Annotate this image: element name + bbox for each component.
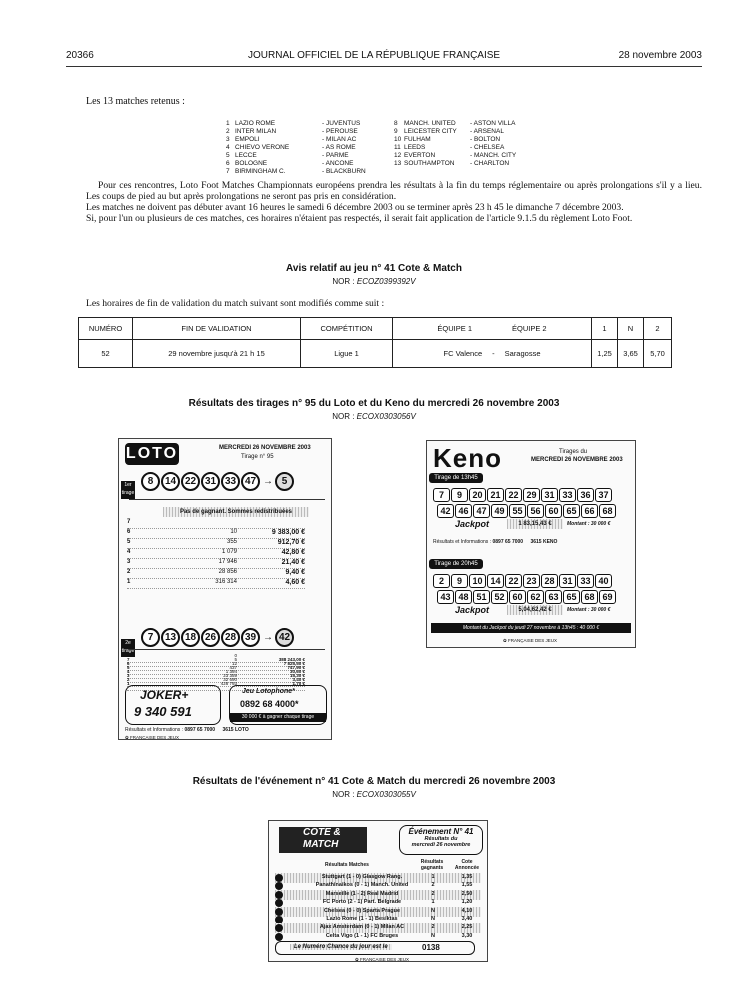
cm-result: 1 [431,874,435,880]
prize-rank: 4 [127,669,130,674]
th-fin: FIN DE VALIDATION [133,318,301,340]
cm-heading [0,776,748,799]
cm-footer: ✿ FRANÇAISE DES JEUX [355,957,410,962]
page-header [66,50,702,64]
prize-winners: 28 856 [218,569,237,575]
match-home: FULHAM [404,136,431,143]
match-home: EMPOLI [235,136,260,143]
prize-rank: 1 [127,579,131,585]
prize-amount: 4,60 € [285,579,305,586]
match-away: - PEROUSE [322,128,358,135]
match-number: 2 [226,128,230,135]
cell-sep: - [492,349,495,358]
th-1: 1 [592,318,618,340]
keno-number: 9 [451,574,468,588]
cm-match: Chelsea (0 - 0) Sparta Prague [323,907,401,914]
prize-amount: 15,30 € [289,673,305,678]
match-number: 9 [394,128,398,135]
paragraph-1: Pour ces rencontres, Loto Foot Matches Championnats européens prendra les résultats à la fin du temps réglementaire ou après prolongations s'il y a lieu. Les coups de pied au but après prolongations ne seront pas pris en considération. [86,180,702,202]
match-number: 5 [226,152,230,159]
loto-logo: LOTO [125,443,179,465]
keno-number: 2 [433,574,450,588]
joker-box [125,685,221,725]
match-away: - ASTON VILLA [470,120,516,127]
cm-col-result: Résultats gagnants [420,859,444,871]
loto-heading [0,398,748,421]
ball-separator: → [263,476,273,487]
info-phone: 0897 65 7000 [184,727,216,733]
keno-number: 10 [469,574,486,588]
keno-number: 65 [563,590,580,604]
joker-label: JOKER+ [140,688,189,702]
prize-amount: 912,70 € [277,539,305,546]
th-2: 2 [644,318,672,340]
prize-amount: 9 383,00 € [271,529,305,536]
nor-label: NOR : [332,412,355,421]
loto-footer: ✿ FRANÇAISE DES JEUX [125,735,180,740]
prize-rank: 3 [127,673,130,678]
match-home: BOLOGNE [235,160,268,167]
t2-label: 2e tirage [121,639,135,657]
t1-banner: Pas de gagnant. Sommes redistribuées [163,507,309,517]
cote-match-ticket [268,820,488,962]
prize-row [127,539,305,549]
match-home: LAZIO ROME [235,120,276,127]
match-number: 3 [226,136,230,143]
match-home: INTER MILAN [235,128,277,135]
cm-nor [0,790,748,799]
prize-rank: 6 [127,529,131,535]
fdj-label: FRANÇAISE DES JEUX [508,638,558,643]
match-number: 6 [226,160,230,167]
prize-amount: 1,70 € [292,681,305,686]
match-away: - MILAN AC [322,136,357,143]
keno-footer: ✿ FRANÇAISE DES JEUX [503,638,558,643]
prize-amount: 747,90 € [287,665,305,670]
ball-separator: → [263,632,273,643]
match-away: - CHELSEA [470,144,505,151]
cm-cote: 4,10 [461,907,473,914]
prize-winners: 437 [229,665,237,670]
prize-rank: 8 [127,653,130,658]
loto-ball: 28 [221,628,240,647]
cm-logo [279,827,367,853]
prize-amount: 21,40 € [281,559,305,566]
keno-number: 37 [595,488,612,502]
prize-rank: 6 [127,661,130,666]
cell-numero: 52 [79,340,133,368]
cm-cote: 1,20 [461,899,473,906]
keno-number: 20 [469,488,486,502]
info-label: Résultats et Informations : [125,727,184,733]
cm-result: 2 [431,924,435,931]
lotophone-prize: 30 000 € à gagner chaque tirage [230,713,326,722]
prize-amount: 388 243,00 € [278,657,305,662]
complementary-ball: 42 [275,628,294,647]
lotophone-number: 0892 68 4000* [240,699,299,709]
cm-cote: 3,30 [461,932,473,939]
cm-chance-label: Le Numéro Chance du jour est le [290,944,392,950]
matches-col1-away [322,120,366,176]
prize-rank: 5 [127,539,131,545]
keno-t1-jackpot: 1 83,15,43 € [507,519,563,529]
cell-equipe2: Saragosse [504,349,541,358]
cm-event-sub2: mercredi 26 novembre [411,842,471,848]
matches-col1-numbers [226,120,230,176]
keno-number: 69 [599,590,616,604]
keno-number: 66 [581,504,598,518]
cm-col-headers [275,859,483,871]
cm-result: N [431,907,435,914]
match-away: - CHARLTON [470,160,510,167]
keno-number: 52 [491,590,508,604]
match-number: 11 [394,144,401,151]
match-home: SOUTHAMPTON [404,160,455,167]
match-home: LEEDS [404,144,426,151]
keno-number: 9 [451,488,468,502]
keno-t2-jackpot: 5,04,62,42 € [507,605,563,615]
cm-logo-bottom: MATCH [303,839,339,850]
th-equipes [393,318,592,340]
keno-footer-banner: Montant du Jackpot du jeudi 27 novembre à 13h45 : 40 000 € [431,623,631,633]
divider [129,499,325,500]
prize-winners: 1 079 [221,549,237,555]
cm-event-box [399,825,483,855]
loto-ball: 33 [221,472,240,491]
page-number: 20366 [66,50,94,61]
prize-row [127,559,305,569]
loto-date: MERCREDI 26 NOVEMBRE 2003 [219,445,311,451]
cm-cote: 1,35 [461,874,473,880]
prize-winners: 0 [234,653,237,658]
prize-amount: 3,40 € [292,677,305,682]
keno-number: 60 [545,504,562,518]
cm-match: Panathinaikos (0 - 1) Manch. United [315,882,409,889]
keno-number: 55 [509,504,526,518]
loto-ball: 39 [241,628,260,647]
loto-ball: 14 [161,472,180,491]
keno-ticket [426,440,636,648]
match-number: 12 [394,152,402,159]
prize-winners: 316 314 [215,579,237,585]
match-away: - BLACKBURN [322,168,366,175]
keno-number: 60 [509,590,526,604]
prize-amount: 42,80 € [281,549,305,556]
match-number: 13 [394,160,402,167]
complementary-ball: 5 [275,472,294,491]
cm-match: FC Porto (2 - 1) Part. Belgrade [322,899,402,906]
cm-match: Celta Vigo (1 - 1) FC Bruges [325,932,399,939]
prize-rank: 7 [127,657,130,662]
keno-number: 65 [563,504,580,518]
keno-number: 21 [487,488,504,502]
match-number: 10 [394,136,402,143]
loto-ball: 47 [241,472,260,491]
keno-number: 31 [559,574,576,588]
prize-winners: 5 [234,657,237,662]
keno-t2-label: Tirage de 20h45 [429,559,483,569]
cell-equipe1: FC Valence [443,349,483,358]
cm-match: Ajax Amsterdam (0 - 1) Milan AC [319,924,405,931]
prize-winners: 428 793 [220,681,237,686]
cm-cote: 1,55 [461,882,473,889]
th-equipe2: ÉQUIPE 2 [512,324,547,333]
prize-amount: 9,40 € [285,569,305,576]
fdj-label: FRANÇAISE DES JEUX [360,957,410,962]
keno-t1-row2 [437,501,617,519]
keno-number: 14 [487,574,504,588]
prize-winners: 1 394 [225,669,237,674]
prize-row [127,579,305,589]
keno-t2-jackpot-label: Jackpot [455,605,490,615]
cm-event-sub1: Résultats du [424,836,458,842]
match-home: MANCH. UNITED [404,120,456,127]
match-away: - ARSENAL [470,128,504,135]
keno-number: 40 [595,574,612,588]
t1-label: 1er tirage [121,481,135,499]
loto-nor [0,412,748,421]
keno-number: 63 [545,590,562,604]
journal-title: JOURNAL OFFICIEL DE LA RÉPUBLIQUE FRANÇAISE [248,50,501,61]
keno-number: 22 [505,574,522,588]
prize-row [127,529,305,539]
match-away: - JUVENTUS [322,120,361,127]
paragraph-3: Si, pour l'un ou plusieurs de ces matches, ces horaires n'étaient pas respectés, il serait fait application de l'article 9.1.5 du règlement Loto Foot. [86,213,633,224]
prize-row [127,549,305,559]
prize-rank: 1 [127,681,130,686]
avis-title: Avis relatif au jeu n° 41 Cote & Match [286,263,462,274]
cm-result: 2 [431,882,435,889]
cell-fin: 29 novembre jusqu'à 21 h 15 [133,340,301,368]
prize-winners: 12 [231,661,237,666]
paragraph-2: Les matches ne doivent pas débuter avant 16 heures le samedi 6 décembre 2003 ou se terminer après 23 h 45 le dimanche 7 décembre 2003. [86,202,624,213]
keno-number: 47 [473,504,490,518]
prize-amount: 7 825,50 € [283,661,305,666]
avis-heading [0,263,748,286]
loto-ball: 7 [141,628,160,647]
cm-event-title: Événement N° 41 [408,827,474,836]
loto-ball: 26 [201,628,220,647]
prize-row [127,569,305,579]
keno-number: 56 [527,504,544,518]
keno-number: 36 [577,488,594,502]
keno-date: MERCREDI 26 NOVEMBRE 2003 [531,457,623,463]
cm-cote: 2,50 [461,890,473,897]
loto-info [125,727,249,733]
cm-chance-number: 0138 [422,943,440,952]
loto-ticket [118,438,332,740]
loto-ball: 22 [181,472,200,491]
nor-code: ECOX0303056V [356,412,416,421]
keno-number: 62 [527,590,544,604]
th-equipe1: ÉQUIPE 1 [437,324,472,333]
keno-number: 42 [437,504,454,518]
prize-rank: 2 [127,569,131,575]
keno-number: 48 [455,590,472,604]
keno-tirage-title: Tirages du [559,449,588,455]
th-competition: COMPÉTITION [301,318,393,340]
matches-col2-numbers [394,120,401,168]
matches-col2-away [470,120,516,168]
keno-t1-jackpot-label: Jackpot [455,519,490,529]
cm-cote: 3,40 [461,916,473,922]
match-number: 1 [226,120,230,127]
info-minitel: 3615 LOTO [222,727,249,733]
header-date: 28 novembre 2003 [618,50,702,61]
keno-number: 31 [541,488,558,502]
match-home: CHIEVO VERONE [235,144,290,151]
cm-match: Marseille (1 - 2) Real Madrid [325,890,399,897]
keno-number: 22 [505,488,522,502]
row-marker-icon [275,933,283,941]
prize-row [127,519,305,529]
cm-cote: 2,25 [461,924,473,931]
match-number: 8 [394,120,398,127]
keno-number: 33 [559,488,576,502]
lotophone-box [229,685,327,725]
loto-ball: 13 [161,628,180,647]
cm-match: Stuttgart (1 - 0) Glasgow Rang. [321,874,403,880]
header-rule [66,66,702,67]
nor-label: NOR : [332,790,355,799]
keno-number: 7 [433,488,450,502]
keno-info [433,539,557,545]
cm-result: N [431,916,435,922]
match-home: BIRMINGHAM C. [235,168,286,175]
keno-number: 28 [541,574,558,588]
cm-col-cote: Cote Annoncée [454,859,480,871]
fdj-label: FRANÇAISE DES JEUX [130,735,180,740]
cm-match: Lazio Rome (1 - 1) Besiktas [326,916,398,922]
cell-c1: 1,25 [592,340,618,368]
match-away: - BOLTON [470,136,501,143]
cm-logo-top: COTE & [303,827,341,838]
match-number: 4 [226,144,230,151]
joker-number: 9 340 591 [134,704,192,719]
cm-result: 1 [431,899,435,906]
validation-table [78,317,672,368]
lotophone-label: Jeu Lotophone* [242,688,295,695]
keno-number: 23 [523,574,540,588]
prize-winners: 355 [226,539,237,545]
cm-result: N [431,932,435,939]
cell-c2: 5,70 [644,340,672,368]
match-home: LECCE [235,152,257,159]
keno-number: 68 [581,590,598,604]
keno-number: 68 [599,504,616,518]
loto-ball: 8 [141,472,160,491]
cm-chance-box [275,941,475,955]
info-label: Résultats et Informations : [433,539,492,545]
loto-ball: 31 [201,472,220,491]
table-header-row [79,318,672,340]
keno-number: 29 [523,488,540,502]
match-home: EVERTON [404,152,436,159]
prize-rank: 3 [127,559,131,565]
cell-cn: 3,65 [618,340,644,368]
keno-number: 51 [473,590,490,604]
prize-rank: 2 [127,677,130,682]
t2-balls [141,627,295,647]
loto-ball: 18 [181,628,200,647]
prize-winners: 10 [230,529,237,535]
info-minitel: 3615 KENO [530,539,558,545]
divider [129,649,325,650]
keno-t2-row2 [437,587,617,605]
loto-tirage: Tirage n° 95 [241,454,274,460]
match-number: 7 [226,168,230,175]
match-away: - PARME [322,152,349,159]
table-row [79,340,672,368]
nor-label: NOR : [332,277,355,286]
keno-number: 33 [577,574,594,588]
info-phone: 0897 65 7000 [492,539,524,545]
nor-code: ECOX0303055V [356,790,416,799]
prize-rank: 5 [127,665,130,670]
nor-code: ECOZ0399392V [356,277,416,286]
prize-winners: 23 359 [223,673,237,678]
match-away: - MANCH. CITY [470,152,517,159]
keno-t1-label: Tirage de 13h45 [429,473,483,483]
prize-rank: 4 [127,549,131,555]
th-numero: NUMÉRO [79,318,133,340]
th-n: N [618,318,644,340]
rules-paragraphs [86,180,702,224]
cell-competition: Ligue 1 [301,340,393,368]
t1-balls [141,471,295,491]
keno-logo: Keno [433,443,502,473]
keno-t1-montant: Montant : 30 000 € [567,521,611,527]
cm-result: 2 [431,890,435,897]
row-rule [127,588,305,589]
prize-amount: 30,60 € [289,669,305,674]
intro-text: Les 13 matches retenus : [86,96,185,107]
avis-nor [0,277,748,286]
keno-number: 43 [437,590,454,604]
avis-subtitle: Les horaires de fin de validation du match suivant sont modifiés comme suit : [86,298,385,309]
matches-col1-home [235,120,289,176]
prize-winners: 32 690 [223,677,237,682]
cm-col-match: Résultats Matches [325,862,369,868]
keno-number: 46 [455,504,472,518]
matches-col2-home [404,120,457,168]
prize-rank: 7 [127,519,131,525]
cm-section-title: Résultats de l'événement n° 41 Cote & Match du mercredi 26 novembre 2003 [192,776,556,787]
match-home: LEICESTER CITY [404,128,457,135]
loto-section-title: Résultats des tirages n° 95 du Loto et du Keno du mercredi 26 novembre 2003 [188,398,560,409]
prize-winners: 17 946 [218,559,237,565]
keno-number: 49 [491,504,508,518]
match-away: - AS ROME [322,144,356,151]
cell-equipes [393,340,592,368]
match-away: - ANCONE [322,160,354,167]
keno-t2-montant: Montant : 30 000 € [567,607,611,613]
